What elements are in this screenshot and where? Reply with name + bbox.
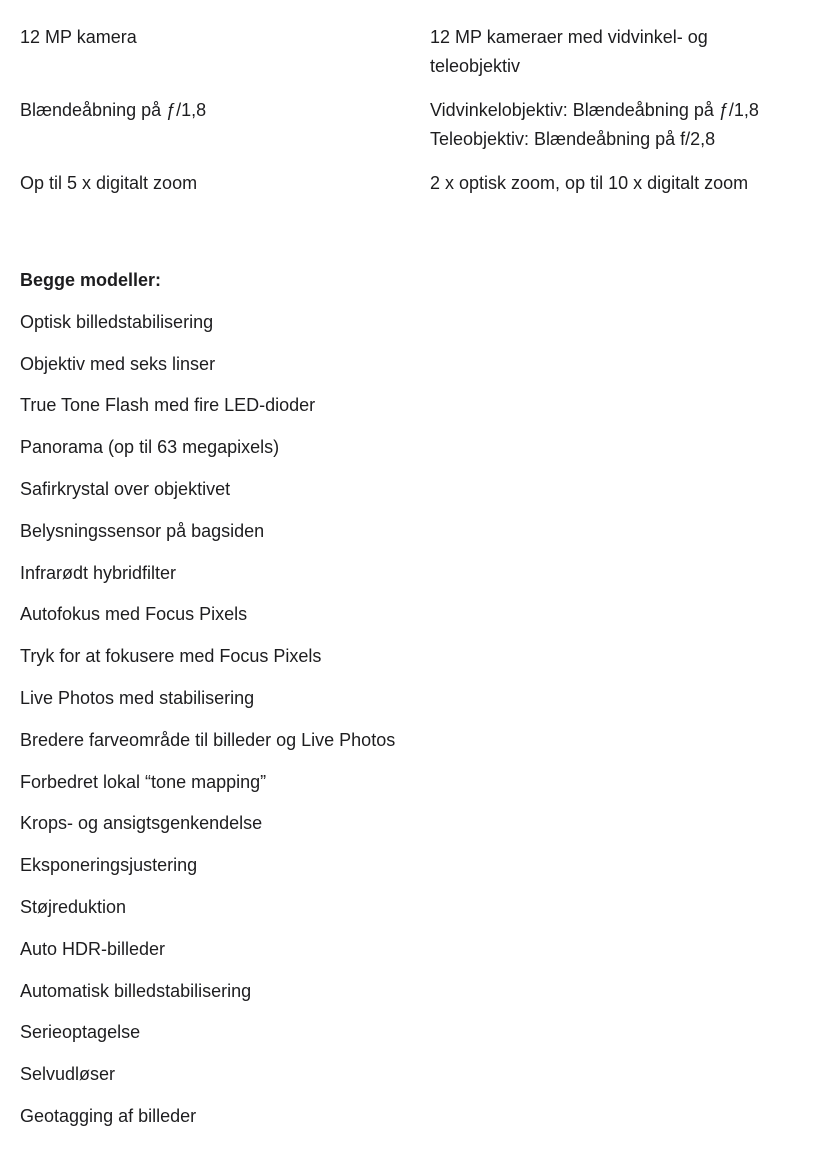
comparison-text: Teleobjektiv: Blændeåbning på f/2,8 <box>430 129 716 149</box>
list-item: Automatisk billedstabilisering <box>20 980 252 1001</box>
comparison-left-cell <box>20 96 430 154</box>
list-item: Infrarødt hybridfilter <box>20 562 177 583</box>
list-item: Forbedret lokal “tone mapping” <box>20 771 267 792</box>
list-item: True Tone Flash med fire LED-dioder <box>20 395 316 416</box>
camera-comparison-table <box>20 23 810 213</box>
comparison-text: teleobjektiv <box>430 56 521 76</box>
list-item: Panorama (op til 63 megapixels) <box>20 437 280 458</box>
list-item: Tryk for at fokusere med Focus Pixels <box>20 646 322 667</box>
list-item: Optisk billedstabilisering <box>20 311 214 332</box>
comparison-text: 2 x optisk zoom, op til 10 x digitalt zoom <box>430 173 749 193</box>
list-item: Auto HDR-billeder <box>20 938 166 959</box>
comparison-row-zoom <box>20 169 810 198</box>
comparison-row-aperture <box>20 96 810 154</box>
comparison-row-camera <box>20 23 810 81</box>
feature-list <box>20 295 800 1131</box>
list-item: Live Photos med stabilisering <box>20 687 255 708</box>
comparison-right-cell <box>430 96 810 154</box>
list-item: Eksponeringsjustering <box>20 855 198 876</box>
both-models-section <box>20 266 800 1131</box>
comparison-text: Op til 5 x digitalt zoom <box>20 173 198 193</box>
list-item: Autofokus med Focus Pixels <box>20 604 248 625</box>
comparison-text: Blændeåbning på ƒ/1,8 <box>20 100 207 120</box>
list-item: Objektiv med seks linser <box>20 353 216 374</box>
list-item: Støjreduktion <box>20 896 127 917</box>
list-item: Serieoptagelse <box>20 1022 141 1043</box>
comparison-right-cell <box>430 23 810 81</box>
comparison-text: Vidvinkelobjektiv: Blændeåbning på ƒ/1,8 <box>430 100 759 120</box>
comparison-left-cell <box>20 23 430 81</box>
comparison-right-cell <box>430 169 810 198</box>
list-item: Bredere farveområde til billeder og Live Photos <box>20 729 396 750</box>
comparison-text: 12 MP kamera <box>20 27 137 47</box>
comparison-text: 12 MP kameraer med vidvinkel- og <box>430 27 708 47</box>
list-item: Krops- og ansigtsgenkendelse <box>20 813 263 834</box>
list-item: Belysningssensor på bagsiden <box>20 520 265 541</box>
list-item: Selvudløser <box>20 1064 116 1085</box>
both-models-heading: Begge modeller: <box>20 270 162 290</box>
list-item: Geotagging af billeder <box>20 1105 197 1126</box>
comparison-left-cell <box>20 169 430 198</box>
list-item: Safirkrystal over objektivet <box>20 478 231 499</box>
